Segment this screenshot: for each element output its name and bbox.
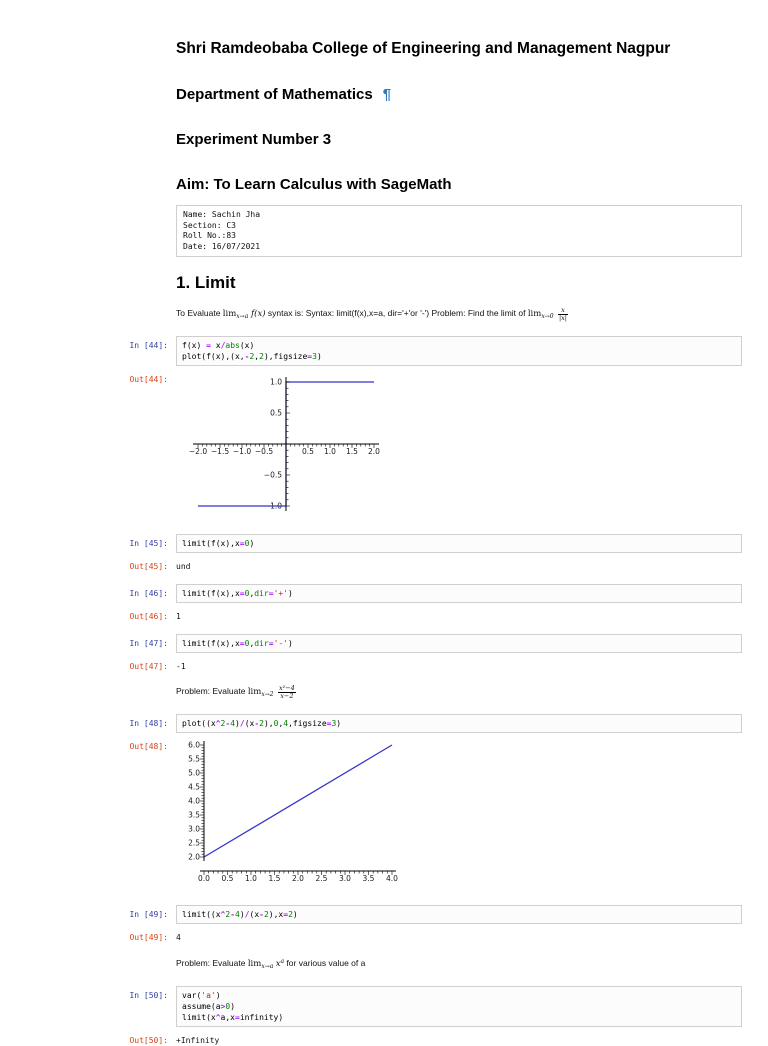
code-line: limit(f(x),x=0,dir='+') [182,589,293,599]
output-cell-49 [0,928,768,943]
output-cell-48 [0,737,768,891]
svg-text:1.5: 1.5 [268,874,281,884]
svg-text:−0.5: −0.5 [263,470,282,480]
svg-text:−2.0: −2.0 [188,447,208,457]
code-input[interactable] [176,986,742,1027]
code-cell-50 [0,986,768,1027]
problem3-paragraph: Problem: Evaluate $\lim_{x\to a} x^a$ for various value of a [176,958,366,971]
output-result [176,607,742,622]
limit-notation: $\lim_{x\to 2}$ [247,687,274,699]
code-line: limit((x^2-4)/(x-2),x=2) [182,910,298,920]
output-prompt: Out[47]: [129,662,168,672]
output-prompt: Out[48]: [129,742,168,752]
output-result [176,928,742,943]
markdown-cell-header [0,40,768,336]
empty-prompt [0,684,176,688]
output-cell-47 [0,657,768,672]
code-input[interactable] [176,634,742,653]
experiment-heading: Experiment Number 3 [176,131,332,148]
svg-text:0.5: 0.5 [221,874,234,884]
output-cell-45 [0,557,768,572]
svg-text:1.0: 1.0 [245,874,257,884]
svg-text:3.5: 3.5 [362,874,375,884]
svg-text:3.0: 3.0 [339,874,351,884]
code-line: plot((x^2-4)/(x-2),0,4,figsize=3) [182,719,342,729]
code-cell-47 [0,634,768,653]
limit-notation: $\lim_{x\to a}$ [247,959,274,971]
limit-notation: $\lim_{x\to a}$ [222,309,249,321]
svg-text:2.0: 2.0 [292,874,304,884]
department-heading [176,86,742,103]
svg-text:5.5: 5.5 [188,754,200,764]
svg-text:−0.5: −0.5 [254,447,274,457]
aim-heading: Aim: To Learn Calculus with SageMath [176,176,452,193]
output-text: +Infinity [176,1036,220,1046]
empty-prompt [0,955,176,959]
limit-function-plot [184,737,750,891]
svg-text:−1.0: −1.0 [232,447,252,457]
input-prompt: In [44]: [129,341,168,351]
sign-function-plot [184,370,750,520]
code-cell-49 [0,905,768,924]
code-cell-44 [0,336,768,366]
svg-text:0.0: 0.0 [198,874,210,884]
code-input[interactable] [176,905,742,924]
markdown-cell-problem3 [0,955,768,986]
problem2-paragraph: Problem: Evaluate $\lim_{x\to 2}$ $\frac{\text{x²−4}}{x-2}$ [176,683,295,700]
student-name: Name: Sachin Jha [183,210,261,219]
input-prompt: In [45]: [129,539,168,549]
output-cell-50 [0,1031,768,1046]
output-prompt: Out[49]: [129,933,168,943]
input-prompt: In [48]: [129,719,168,729]
code-input[interactable] [176,534,742,553]
output-prompt: Out[50]: [129,1036,168,1046]
student-date: Date: 16/07/2021 [183,241,261,251]
svg-text:3.0: 3.0 [188,824,200,834]
fraction: $\frac{\text{x²−4}}{x-2}$ [278,683,295,700]
code-line: f(x) = x/abs(x) [182,341,255,351]
college-heading: Shri Ramdeobaba College of Engineering and Management Nagpur [176,40,671,57]
markdown-cell-problem2 [0,684,768,714]
intro-paragraph: To Evaluate $\lim_{x\to a} f(x)$ syntax is: Syntax: limit(f(x),x=a, dir='+'or '-') Problem: Find the limit of $\lim_{x\to 0}$ $\frac{x}{|x|}$ [176,305,567,322]
section-heading: 1. Limit [176,273,236,293]
svg-text:1.0: 1.0 [270,377,282,387]
code-line: var('a') [182,991,221,1001]
input-prompt: In [50]: [129,991,168,1001]
svg-text:0.5: 0.5 [302,447,314,457]
fraction: $\frac{x}{|x|}$ [558,305,567,322]
svg-text:2.0: 2.0 [368,447,380,457]
output-prompt: Out[45]: [129,562,168,572]
svg-text:5.0: 5.0 [188,768,200,778]
code-cell-46 [0,584,768,603]
code-line: limit(x^a,x=infinity) [182,1013,284,1023]
student-section: Section: C3 [183,220,236,230]
svg-text:2.5: 2.5 [315,874,328,884]
student-info-box [176,205,742,257]
code-input[interactable] [176,714,742,733]
svg-text:6.0: 6.0 [188,740,200,750]
code-cell-48 [0,714,768,733]
svg-text:−1.5: −1.5 [210,447,230,457]
svg-text:1.0: 1.0 [324,447,336,457]
anchor-link-icon[interactable]: ¶ [382,86,392,103]
output-prompt: Out[46]: [129,612,168,622]
code-line: plot(f(x),(x,-2,2),figsize=3) [182,352,322,362]
output-text: und [176,562,191,572]
plot-svg [184,370,388,520]
code-line: limit(f(x),x=0) [182,539,255,549]
svg-text:3.5: 3.5 [188,810,200,820]
output-text: -1 [176,662,186,672]
input-prompt: In [46]: [129,589,168,599]
svg-text:−1.0: −1.0 [263,501,282,511]
code-input[interactable] [176,336,742,366]
output-cell-46 [0,607,768,622]
svg-text:4.0: 4.0 [188,796,200,806]
code-input[interactable] [176,584,742,603]
output-text: 1 [176,612,181,622]
output-text: 4 [176,933,181,943]
code-line: limit(f(x),x=0,dir='-') [182,639,293,649]
empty-prompt [0,40,176,44]
input-prompt: In [49]: [129,910,168,920]
department-heading-text: Department of Mathematics [176,86,373,103]
output-result [176,557,742,572]
code-cell-45 [0,534,768,553]
code-line: assume(a>0) [182,1002,236,1012]
output-cell-44 [0,370,768,520]
limit-notation: $\lim_{x\to 0}$ [527,309,554,321]
svg-text:4.0: 4.0 [386,874,398,884]
svg-text:4.5: 4.5 [188,782,200,792]
output-prompt: Out[44]: [129,375,168,385]
svg-text:0.5: 0.5 [270,408,282,418]
plot-svg [184,737,398,891]
student-roll: Roll No.:83 [183,231,236,241]
svg-text:1.5: 1.5 [346,447,358,457]
output-result [176,1031,742,1046]
output-result [176,657,742,672]
svg-text:2.0: 2.0 [188,852,200,862]
svg-text:2.5: 2.5 [188,838,200,848]
input-prompt: In [47]: [129,639,168,649]
